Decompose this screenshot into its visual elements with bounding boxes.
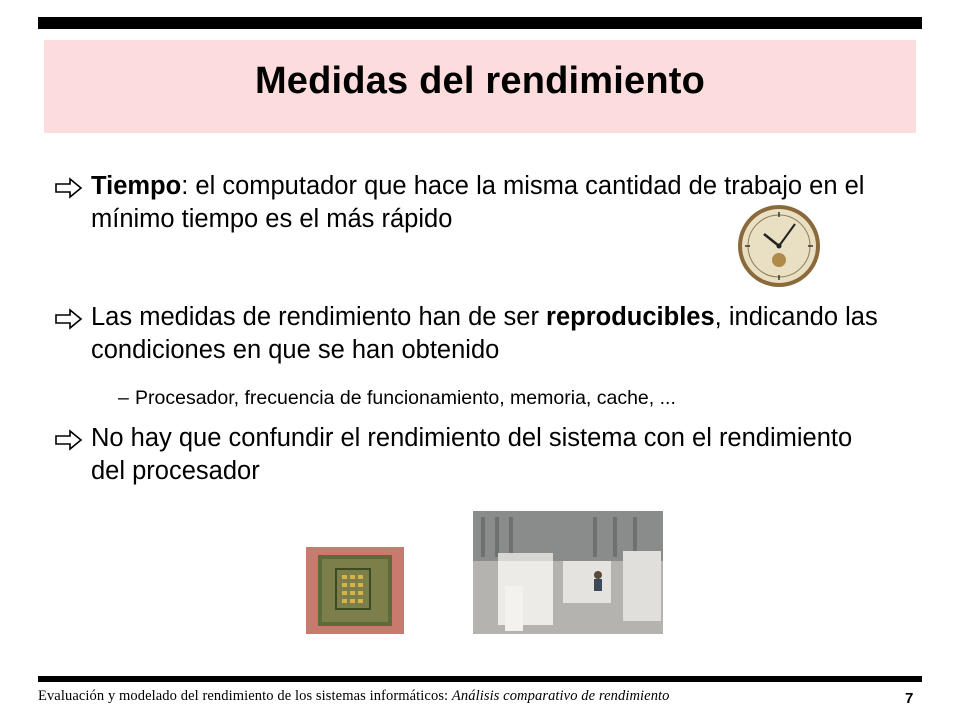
bullet-reproducible-term: reproducibles [546, 303, 715, 331]
bottom-rule [38, 676, 922, 682]
bullet-time-term: Tiempo [91, 172, 182, 200]
bullet-reproducible [91, 301, 891, 367]
slide-title: Medidas del rendimiento [254, 60, 706, 102]
sub-bullet-conditions: Procesador, frecuencia de funcionamiento, memoria, cache, ... [135, 387, 676, 409]
bullet-system-vs-processor: No hay que confundir el rendimiento del sistema con el rendimiento del procesador [91, 424, 853, 485]
processor-chip-image [306, 547, 404, 634]
bullet-reproducible-before: Las medidas de rendimiento han de ser [91, 303, 547, 331]
wall-clock-image [737, 204, 821, 288]
footer-course: Evaluación y modelado del rendimiento de los sistemas informáticos: [38, 688, 452, 704]
hollow-arrow-bullet-icon [54, 176, 84, 200]
hollow-arrow-bullet-icon [54, 428, 84, 452]
top-rule [38, 17, 922, 29]
footer-topic: Análisis comparativo de rendimiento [451, 688, 670, 704]
bullet-time-text: : el computador que hace la misma cantidad de trabajo en el mínimo tiempo es el más rápido [91, 172, 865, 233]
hollow-arrow-bullet-icon [54, 307, 84, 331]
sub-bullet-dash: – [118, 387, 129, 409]
footer-text [38, 688, 670, 705]
page-number: 7 [905, 690, 914, 707]
bullet-reproducible-after: , indicando las condiciones en que se han obtenido [91, 303, 878, 364]
mainframe-room-image [473, 511, 663, 634]
